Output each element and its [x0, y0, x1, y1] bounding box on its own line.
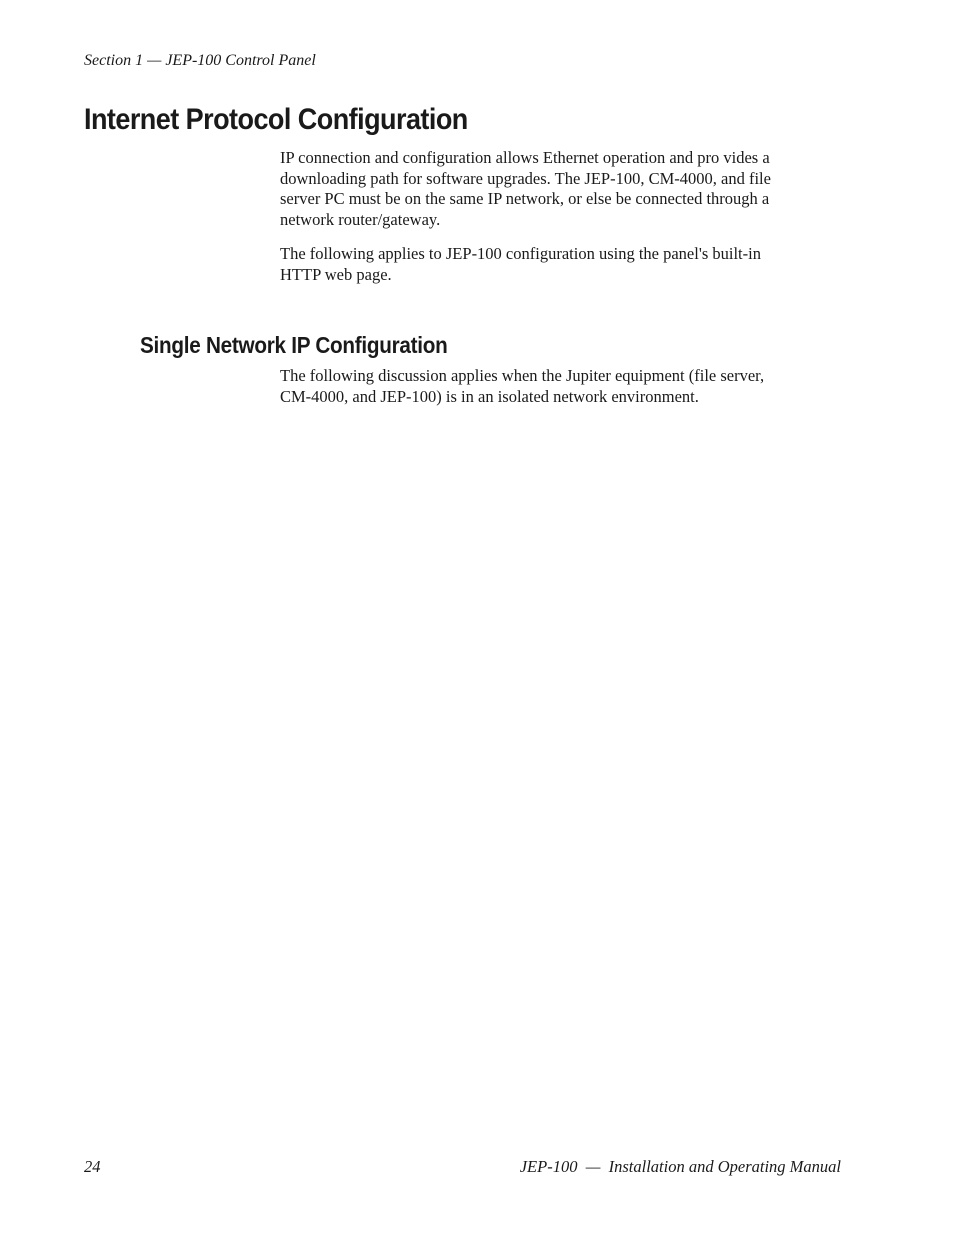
section-paragraph-2 — [280, 244, 850, 285]
text-line: IP connection and configuration allows Ethernet operation and pro vides a — [280, 148, 770, 167]
section-paragraph-1 — [280, 148, 850, 230]
running-header: Section 1 — JEP-100 Control Panel — [84, 52, 316, 69]
footer-manual-title: JEP-100 — Installation and Operating Manual — [519, 1157, 841, 1176]
subsection-heading: Single Network IP Configuration — [140, 332, 448, 358]
text-line: HTTP web page. — [280, 264, 392, 284]
text-line: The following discussion applies when the Jupiter equipment (file server, — [280, 366, 765, 385]
text-line: network router/gateway. — [280, 209, 441, 229]
text-line: CM-4000, and JEP-100) is in an isolated network environment. — [280, 386, 699, 406]
page-number: 24 — [84, 1157, 101, 1176]
text-line: downloading path for software upgrades. The JEP-100, CM-4000, and file — [280, 168, 771, 188]
subsection-paragraph-1 — [280, 366, 850, 407]
text-line: The following applies to JEP-100 configuration using the panel's built-in — [280, 244, 761, 263]
text-line: server PC must be on the same IP network, or else be connected through a — [280, 189, 770, 208]
section-heading: Internet Protocol Configuration — [84, 103, 468, 136]
